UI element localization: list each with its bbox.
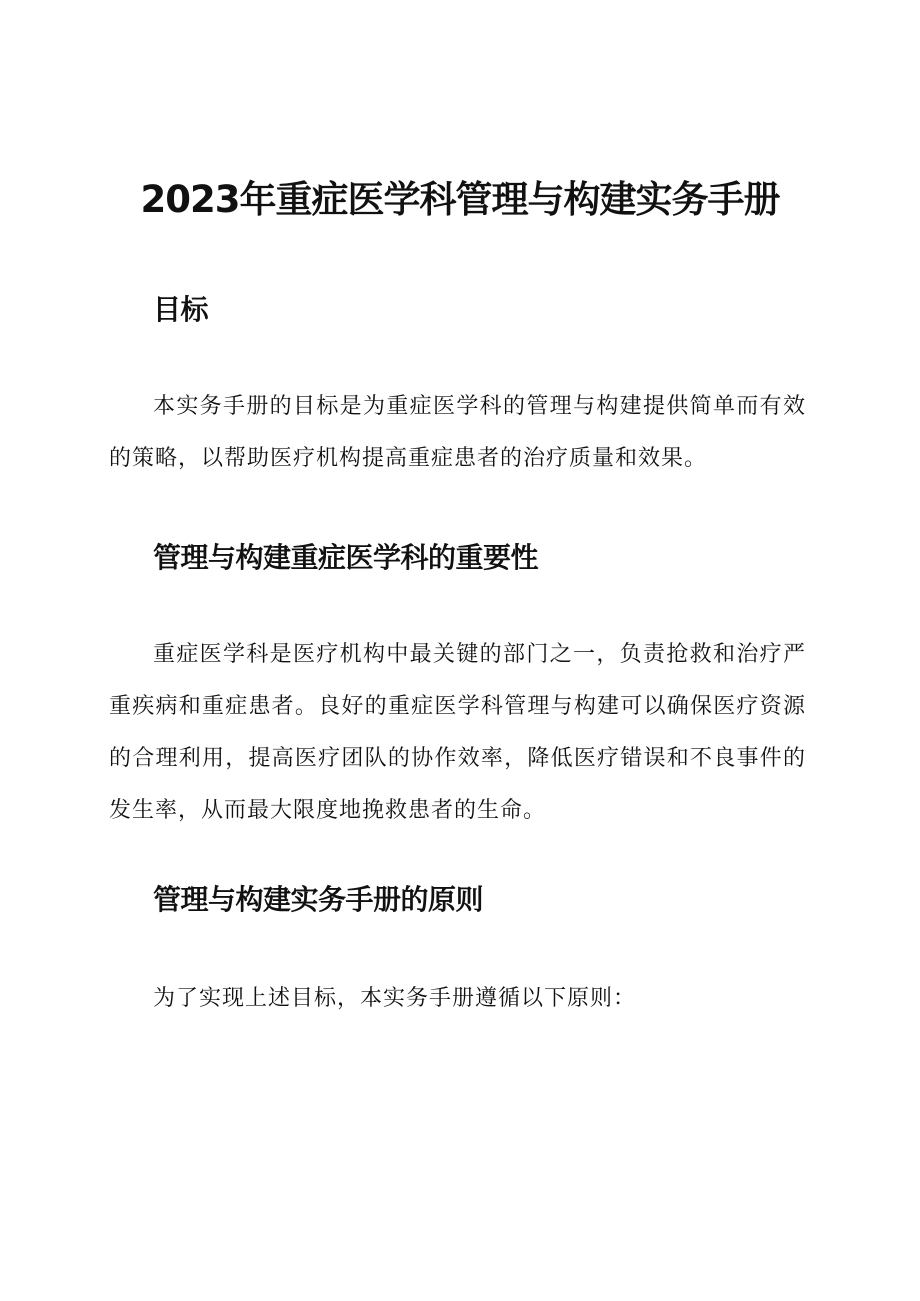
- section-paragraph-importance: 重症医学科是医疗机构中最关键的部门之一，负责抢救和治疗严重疾病和重症患者。良好的重症医学科管理与构建可以确保医疗资源的合理利用，提高医疗团队的协作效率，降低医疗错误和不良事件的发生率，从而最大限度地挽救患者的生命。: [109, 642, 806, 823]
- document-title: 2023年重症医学科管理与构建实务手册: [140, 178, 780, 221]
- section-paragraph-goal: 本实务手册的目标是为重症医学科的管理与构建提供简单而有效的策略，以帮助医疗机构提高重症患者的治疗质量和效果。: [109, 394, 806, 471]
- section-heading-principles: 管理与构建实务手册的原则: [153, 883, 484, 916]
- section-heading-goal: 目标: [153, 293, 209, 326]
- section-paragraph-principles: 为了实现上述目标，本实务手册遵循以下原则：: [153, 986, 637, 1011]
- section-heading-importance: 管理与构建重症医学科的重要性: [153, 541, 539, 574]
